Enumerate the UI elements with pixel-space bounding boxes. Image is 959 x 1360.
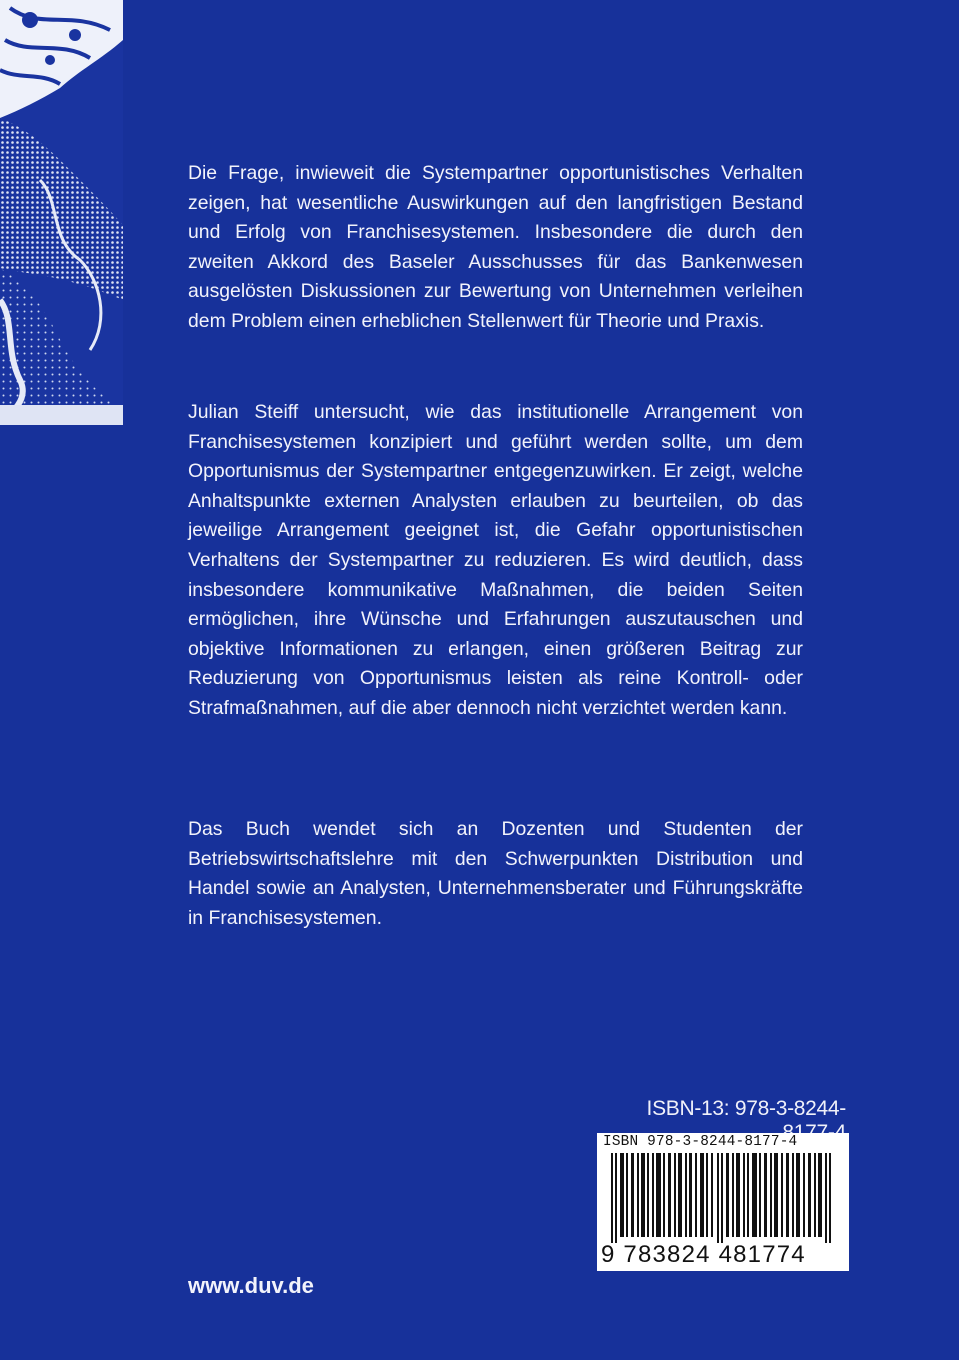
blurb-paragraph-3: Das Buch wendet sich an Dozenten und Studenten der Betriebswirtschaftslehre mit den Schwerpunkten Distribution und Handel sowie an Analysten, Unternehmensberater und Führungskräfte in Franchisesystemen. — [188, 818, 803, 929]
barcode-bars-icon — [605, 1153, 841, 1243]
world-map-artwork — [0, 0, 123, 425]
publisher-website: www.duv.de — [188, 1273, 314, 1298]
barcode-isbn-text: ISBN 978-3-8244-8177-4 — [603, 1134, 798, 1150]
blurb-paragraph-1: Die Frage, inwieweit die Systempartner opportunistisches Verhalten zeigen, hat wesentliche Auswirkungen auf den langfristigen Bestand und Erfolg von Franchisesystemen. Insbesondere die durch den zweiten Akkord des Baseler Ausschusses für das Bankenwesen ausgelösten Diskussionen zur Bewertung von Unternehmen verleihen dem Problem einen erheblichen Stellenwert für Theorie und Praxis. — [188, 162, 803, 332]
isbn-barcode — [597, 1133, 849, 1271]
isbn-label: ISBN-13: 978-3-8244- — [646, 1097, 846, 1120]
barcode-digits: 9 783824 481774 — [601, 1241, 806, 1268]
blurb-paragraph-2: Julian Steiff untersucht, wie das institutionelle Arrangement von Franchisesystemen konzipiert und geführt werden sollte, um dem Opportunismus der Systempartner entgegenzuwirken. Er zeigt, welche Anhaltspunkte externen Analysten erlauben zu beurteilen, ob das jeweilige Arrangement geeignet ist, die Gefahr opportunistischen Verhaltens der Systempartner zu reduzieren. Es wird deutlich, dass insbesondere kommunikative Maßnahmen, die beiden Seiten ermöglichen, ihre Wünsche und Erfahrungen auszutauschen und objektive Informationen zu erlangen, einen größeren Beitrag zur Reduzierung von Opportunismus leisten als reine Kontroll- oder Strafmaßnahmen, auf die aber dennoch nicht verzichtet werden kann. — [188, 401, 803, 719]
